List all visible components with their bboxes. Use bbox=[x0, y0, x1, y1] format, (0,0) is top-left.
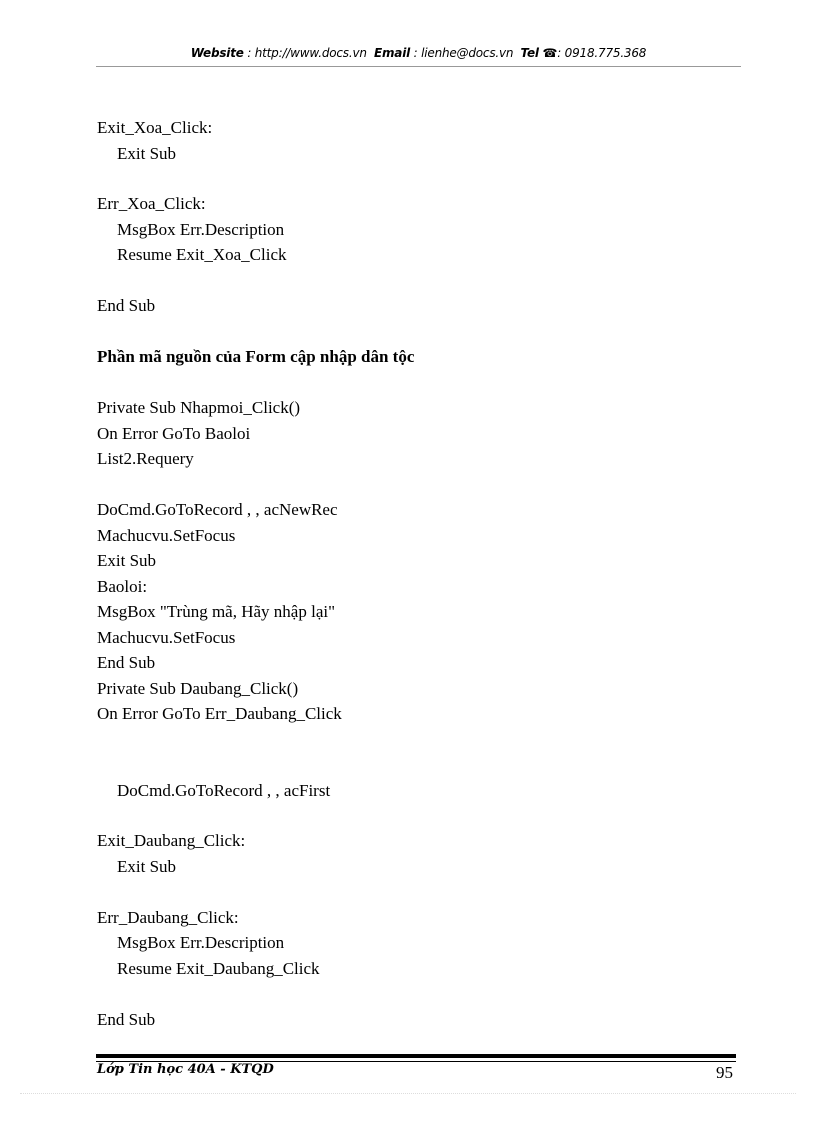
code-line: Err_Daubang_Click: bbox=[97, 908, 239, 927]
code-line: End Sub bbox=[97, 1010, 156, 1029]
code-line: Exit Sub bbox=[97, 551, 157, 570]
code-line: Private Sub Nhapmoi_Click() bbox=[97, 398, 301, 417]
code-line: Err_Xoa_Click: bbox=[97, 194, 206, 213]
tel-value: : 0918.775.368 bbox=[557, 46, 647, 60]
code-line: Resume Exit_Xoa_Click bbox=[117, 245, 287, 264]
code-line: Machucvu.SetFocus bbox=[97, 628, 236, 647]
phone-icon: ☎ bbox=[542, 46, 558, 60]
code-line: Exit Sub bbox=[117, 144, 177, 163]
footer-rule-thick bbox=[96, 1054, 736, 1058]
code-line: DoCmd.GoToRecord , , acNewRec bbox=[97, 500, 338, 519]
code-line: On Error GoTo Baoloi bbox=[97, 424, 251, 443]
website-label: Website bbox=[190, 46, 244, 60]
code-line: MsgBox Err.Description bbox=[117, 933, 285, 952]
bottom-dotted-rule bbox=[20, 1093, 796, 1094]
tel-label: Tel bbox=[520, 46, 539, 60]
email-value: : lienhe@docs.vn bbox=[413, 46, 514, 60]
header-rule bbox=[96, 66, 741, 67]
section-heading: Phần mã nguồn của Form cập nhập dân tộc bbox=[97, 347, 415, 366]
website-value: : http://www.docs.vn bbox=[247, 46, 367, 60]
code-line: End Sub bbox=[97, 653, 156, 672]
code-line: Private Sub Daubang_Click() bbox=[97, 679, 299, 698]
code-line: Machucvu.SetFocus bbox=[97, 526, 236, 545]
code-line: Exit_Daubang_Click: bbox=[97, 831, 246, 850]
code-line: Exit_Xoa_Click: bbox=[97, 118, 213, 137]
code-line: On Error GoTo Err_Daubang_Click bbox=[97, 704, 342, 723]
code-line: MsgBox Err.Description bbox=[117, 220, 285, 239]
email-label: Email bbox=[374, 46, 411, 60]
code-line: Resume Exit_Daubang_Click bbox=[117, 959, 320, 978]
footer-class-label: Lớp Tin học 40A - KTQD bbox=[97, 1062, 274, 1077]
code-line: DoCmd.GoToRecord , , acFirst bbox=[117, 781, 331, 800]
code-line: MsgBox "Trùng mã, Hãy nhập lại" bbox=[97, 602, 336, 621]
code-line: List2.Requery bbox=[97, 449, 194, 468]
page-number: 95 bbox=[716, 1063, 733, 1082]
code-line: End Sub bbox=[97, 296, 156, 315]
code-line: Exit Sub bbox=[117, 857, 177, 876]
page-header bbox=[96, 46, 741, 60]
code-line: Baoloi: bbox=[97, 577, 148, 596]
